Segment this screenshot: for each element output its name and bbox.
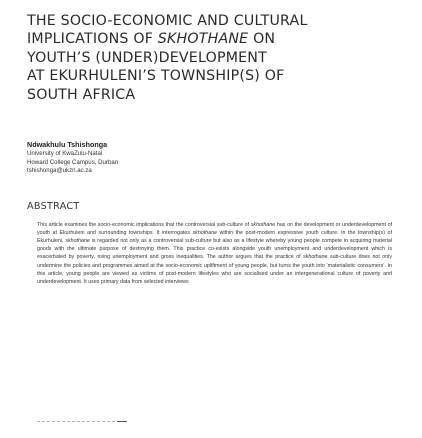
title-line-2-emphasis: SKHOTHANE xyxy=(157,31,249,48)
author-affiliation-university: University of KwaZulu-Natal xyxy=(27,150,103,158)
abstract-text-2: has on the development or underdevelopment of youth at Ekurhuleni and surrounding townships. It interrogates xyxy=(37,221,393,236)
abstract-body xyxy=(37,221,392,286)
author-name: Ndwakhulu Tshishonga xyxy=(27,140,108,150)
title-line-4: AT EKURHULENI’S TOWNSHIP(S) OF xyxy=(27,68,285,85)
title-line-3: YOUTH’S (UNDER)DEVELOPMENT xyxy=(27,49,267,66)
abstract-text-3: within the post-modern expressive youth culture. In the township(s) of Ekurhuleni, xyxy=(37,229,392,245)
footer-dashed-rule xyxy=(37,421,115,422)
abstract-text-1: This article examines the socio-economic implications that the controversial sub-culture of xyxy=(37,221,250,228)
title-line-1: THE SOCIO-ECONOMIC AND CULTURAL xyxy=(27,13,308,29)
title-line-5: SOUTH AFRICA xyxy=(27,86,136,103)
paper-title xyxy=(27,12,399,104)
title-line-2-end: ON xyxy=(253,31,276,48)
author-block xyxy=(27,140,399,176)
author-affiliation-campus: Howard College Campus, Durban xyxy=(27,158,119,166)
abstract-emphasis-1: skhothane xyxy=(250,221,276,228)
abstract-text-4: is regarded not only as a controversial sub-culture but also as a lifestyle whereby young people compete in acquiring material goods with the ultimate purpose of destroying them. This practice co-exists alongside youth unemployment and underdevelopment which is exacerbated by poverty, rising unemployment and gross inequalities. The author argues that the practice of xyxy=(37,238,392,261)
abstract-heading: ABSTRACT xyxy=(27,200,80,212)
footer-solid-rule xyxy=(117,421,127,422)
abstract-emphasis-4: skhothane xyxy=(303,254,328,261)
abstract-emphasis-3: skhothane xyxy=(65,238,90,245)
author-email: tshishonga@ukzn.ac.za xyxy=(27,167,92,175)
abstract-text-5: sub-culture does not only undermine the policies and programmes aimed at the socio-economic upliftment of young people, but turns the youth into ‘materialistic consumers’. In this article, young people are viewed as victims of post-modern lifestyles who are socialised under an intergenerational culture of poverty and underdevelopment. It uses primary data from selected interviews xyxy=(37,254,392,285)
title-line-2: IMPLICATIONS OF xyxy=(27,31,154,48)
paper-page xyxy=(27,12,399,286)
abstract-emphasis-2: skhothane xyxy=(192,229,217,236)
